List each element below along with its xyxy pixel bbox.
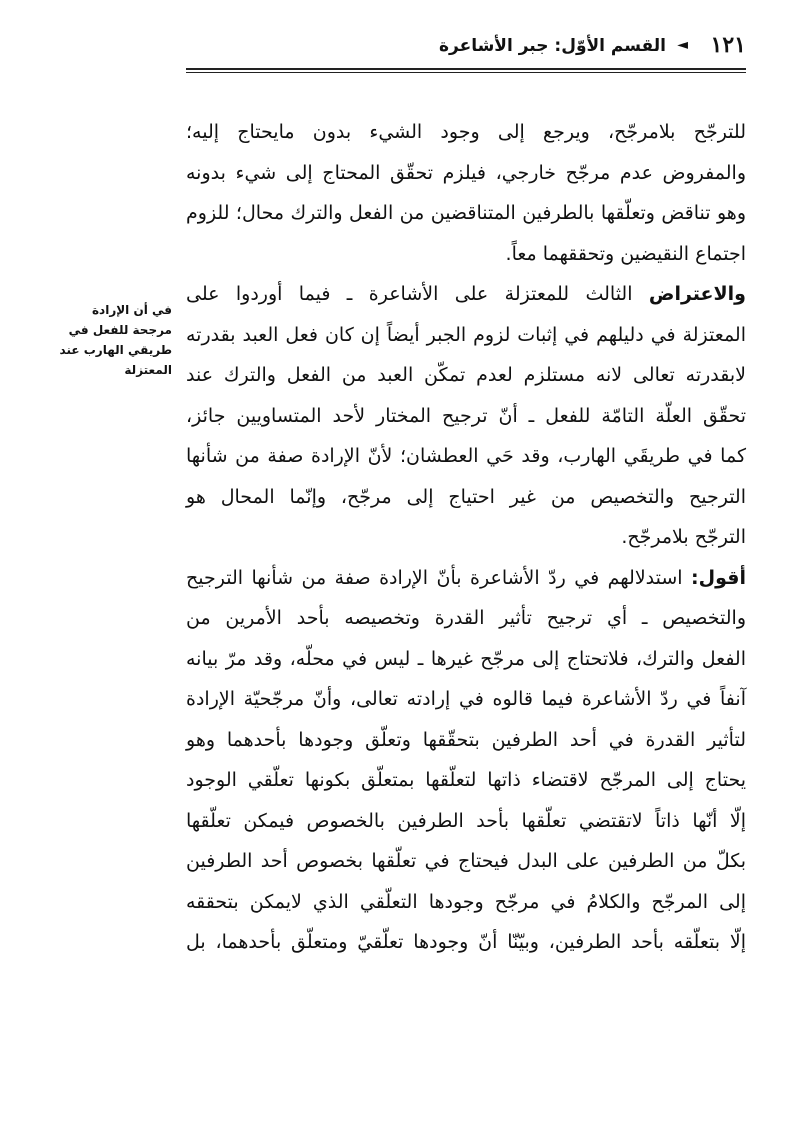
- text-fragment: الثالث للمعتزلة على الأشاعرة ـ فيما أوردوا على: [186, 283, 649, 305]
- main-text: [186, 112, 746, 963]
- text-line: [186, 274, 746, 315]
- text-fragment: استدلالهم في ردّ الأشاعرة بأنّ الإرادة صفة من شأنها الترجيح: [186, 566, 692, 589]
- margin-note: [42, 300, 172, 380]
- paragraph-keyword: والاعتراض: [648, 283, 746, 305]
- text-line: المعتزلة في دليلهم في إثبات لزوم الجبر أيضاً إن كان فعل العبد بقدرته: [186, 323, 746, 346]
- page-header: [186, 30, 746, 70]
- text-line: آنفاً في ردّ الأشاعرة فيما قالوه في إرادته تعالى، وأنّ مرجّحيّة الإرادة: [186, 688, 746, 710]
- text-line: الترجيح والتخصيص من غير احتياج إلى مرجّح، وإنّما المحال هو: [186, 485, 746, 508]
- text-line: بكلّ من الطرفين على البدل فيحتاج في تعلّقها بخصوص أحد الطرفين: [186, 850, 746, 872]
- text-line: وهو تناقض وتعلّقها بالطرفين المتناقضين من الفعل والترك محال؛ للزوم: [186, 202, 746, 224]
- page-number: ١٢١: [710, 32, 746, 58]
- text-line: اجتماع النقيضين وتحققهما معاً.: [505, 242, 746, 265]
- triangle-left-icon: ◄: [677, 37, 688, 53]
- text-line: إلى المرجّح والكلامُ في مرجّح وجودها التعلّقي الذي لايمكن بتحققه: [186, 890, 746, 913]
- text-line: لتأثير القدرة في أحد الطرفين بتحقّقها وتعلّق وجودها بأحدهما وهو: [186, 728, 746, 751]
- text-line: للترجّح بلامرجّح، ويرجع إلى وجود الشيء بدون مايحتاج إليه؛: [186, 121, 746, 143]
- margin-note-line: طريقي الهارب عند: [59, 343, 172, 357]
- running-title: القسم الأوّل: جبر الأشاعرة: [438, 36, 666, 56]
- text-line: إلّا أنّها ذاتاً لاتقتضي تعلّقها بأحد الطرفين بالخصوص فيمكن تعلّقها: [186, 809, 746, 832]
- text-line: لابقدرته تعالى لانه مستلزم لعدم تمكّن العبد من الفعل والترك عند: [186, 364, 746, 386]
- text-line: إلّا بتعلّقه بأحد الطرفين، وبيّنّا أنّ وجودها تعلّقيّ ومتعلّق بأحدهما، بل: [186, 931, 746, 953]
- text-line: الترجّح بلامرجّح.: [621, 526, 746, 548]
- text-line: والتخصيص ـ أي ترجيح تأثير القدرة وتخصيصه بأحد الأمرين من: [186, 607, 746, 629]
- margin-note-line: في أن الإرادة: [91, 303, 172, 317]
- text-line: يحتاج إلى المرجّح لاقتضاء ذاتها لتعلّقها بمتعلّق بكونها تعلّقي الوجود: [186, 769, 746, 791]
- text-line: كما في طريقَي الهارب، وقد حَي العطشان؛ لأنّ الإرادة صفة من شأنها: [186, 445, 746, 467]
- text-line: تحقّق العلّة التامّة للفعل ـ أنّ ترجيح المختار لأحد المتساويين جائز،: [186, 404, 746, 427]
- header-rule-thin: [186, 72, 746, 73]
- text-line: والمفروض عدم مرجّح خارجي، فيلزم تحقّق المحتاج إلى شيء بدونه: [186, 161, 746, 184]
- paragraph-keyword: أقول:: [691, 566, 746, 589]
- margin-note-line: مرجحة للفعل في: [68, 323, 172, 337]
- margin-note-line: المعتزلة: [124, 363, 172, 377]
- text-line: الفعل والترك، فلاتحتاج إلى مرجّح غيرها ـ ليس في محلّه، وقد مرّ بيانه: [186, 647, 746, 670]
- header-rule: [186, 68, 746, 70]
- text-line: [186, 558, 746, 599]
